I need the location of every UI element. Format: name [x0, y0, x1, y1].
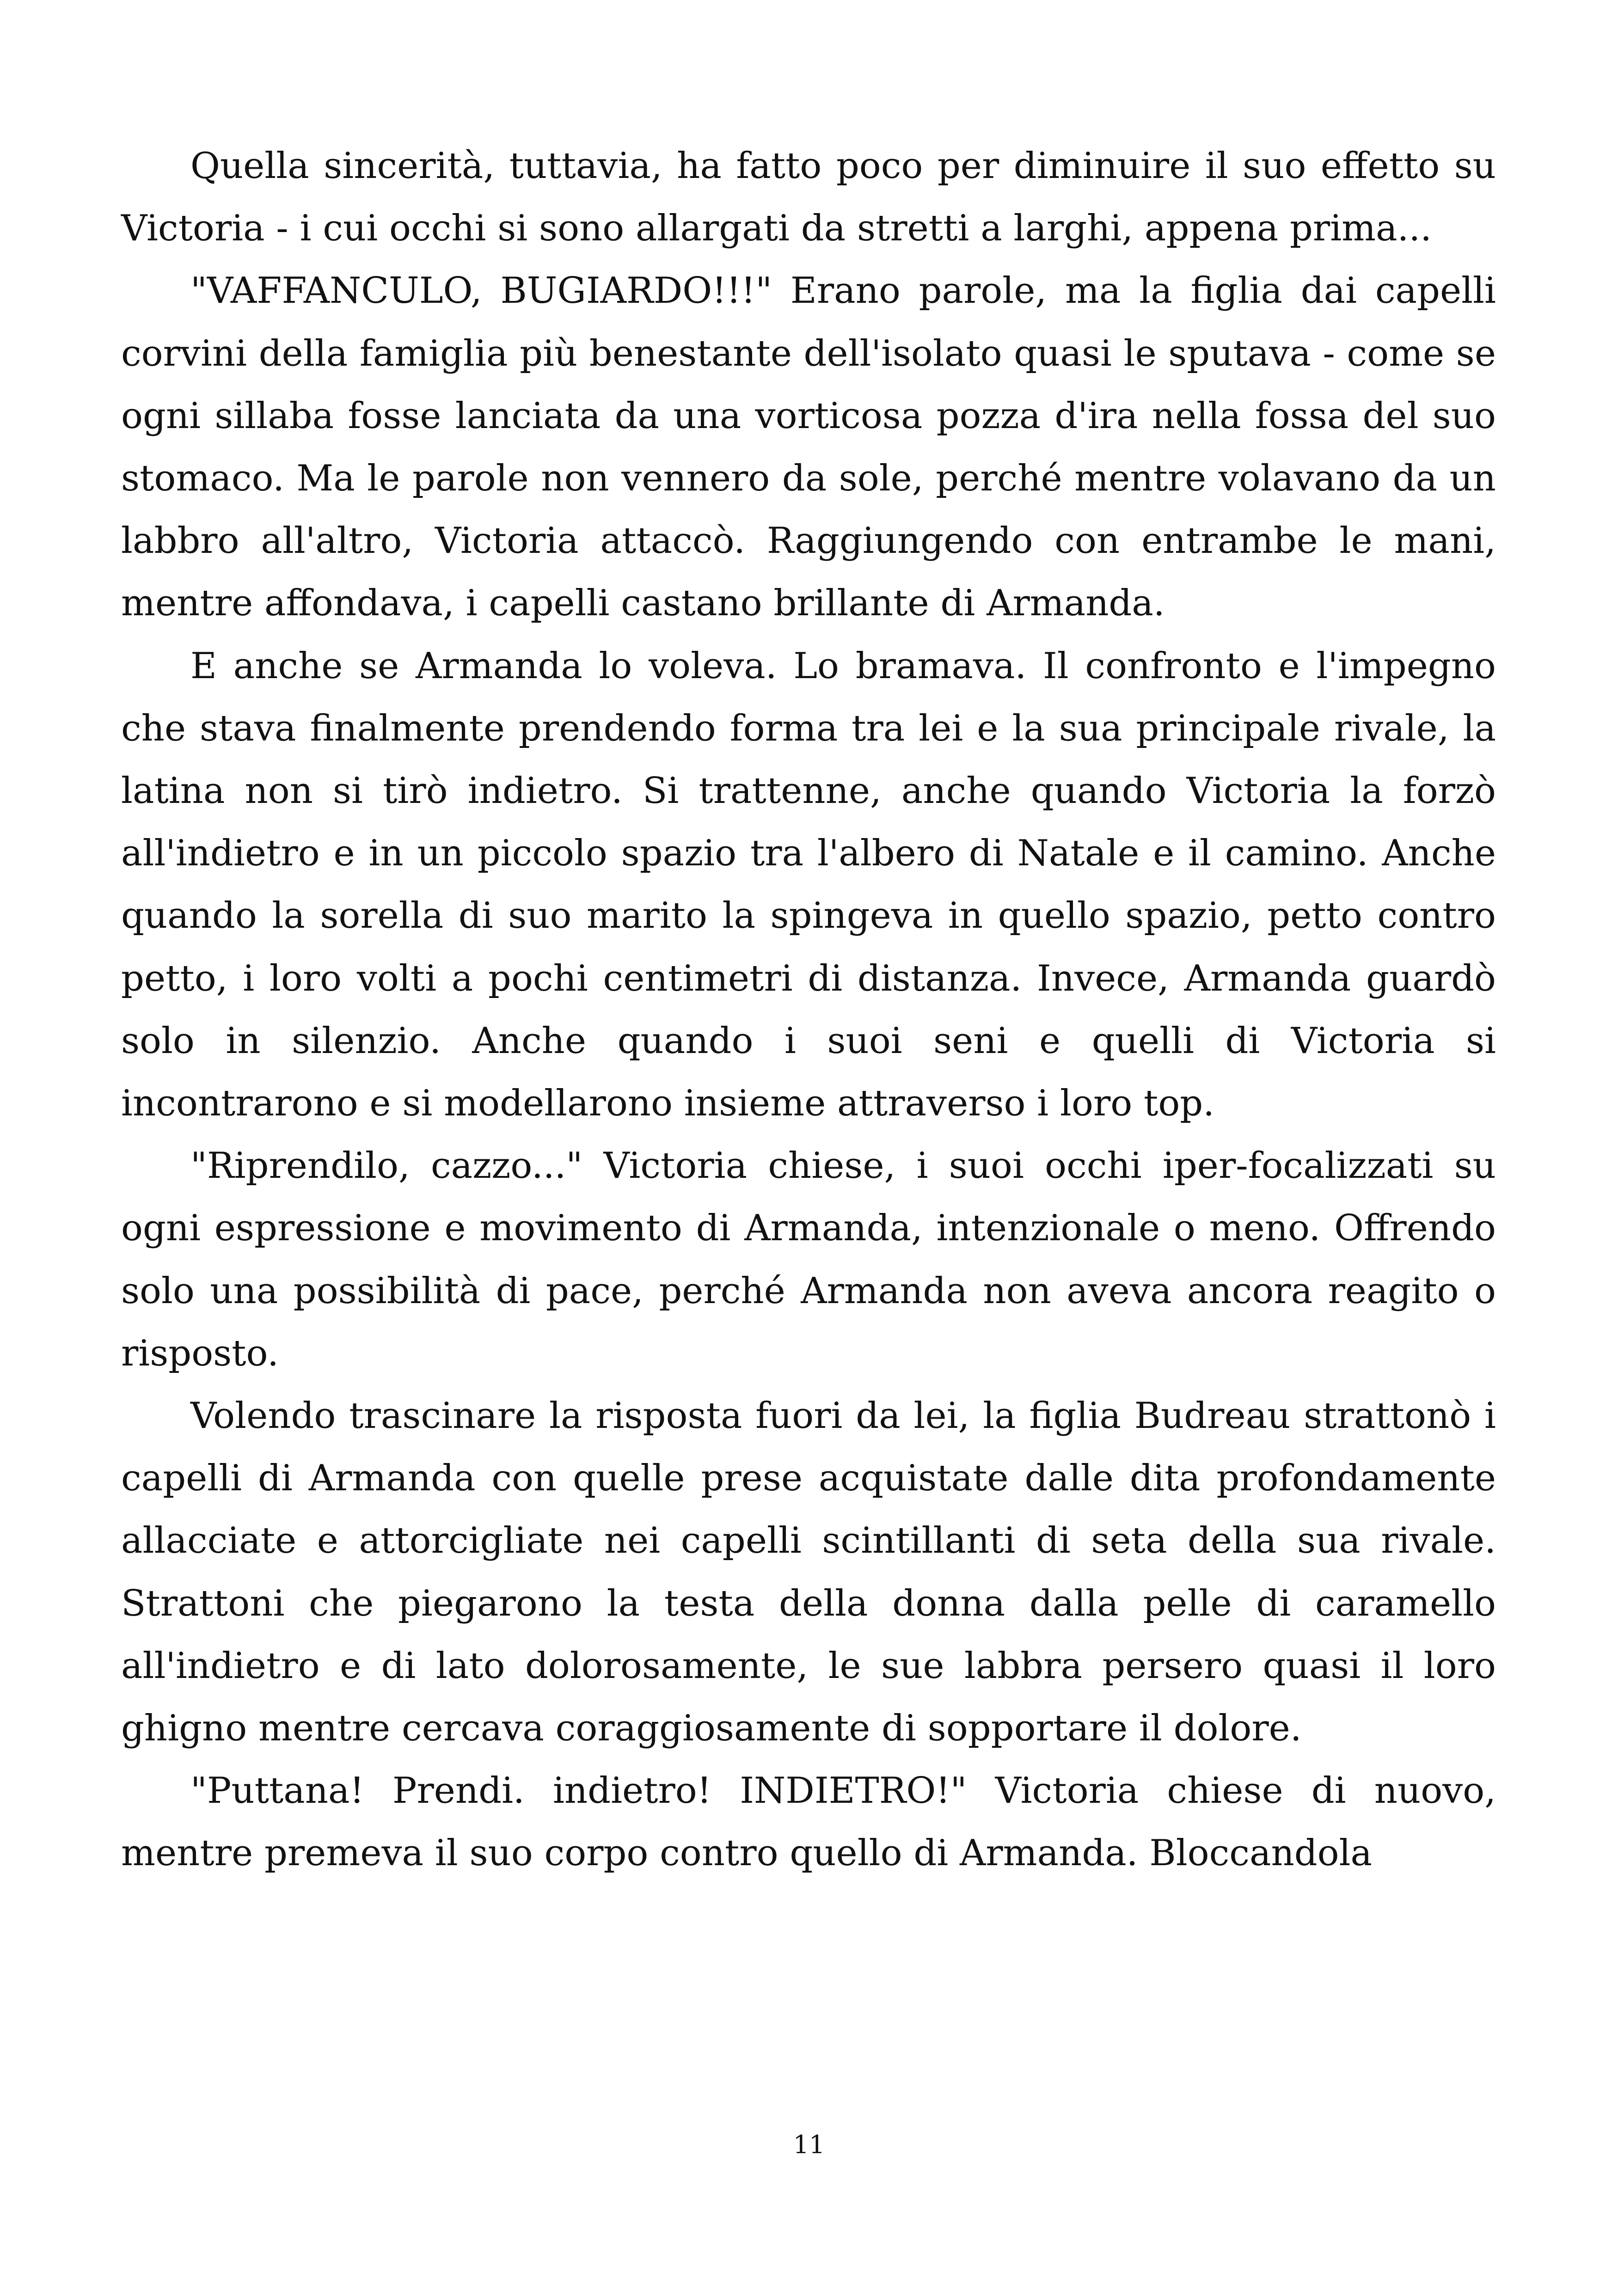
paragraph-5: Volendo trascinare la risposta fuori da lei, la figlia Budreau strattonò i capelli di Armanda con quelle prese acquistate dalle dita profondamente allacciate e attorcigliate nei capelli scintillanti di seta della sua rivale. Strattoni che piegarono la testa della donna dalla pelle di caramello all'indietro e di lato dolorosamente, le sue labbra persero quasi il loro ghigno mentre cercava coraggiosamente di sopportare il dolore. [121, 1395, 1496, 1750]
paragraph-4: "Riprendilo, cazzo..." Victoria chiese, i suoi occhi iper-focalizzati su ogni espressione e movimento di Armanda, intenzionale o meno. Offrendo solo una possibilità di pace, perché Armanda non aveva ancora reagito o risposto. [121, 1145, 1496, 1374]
paragraph-1: Quella sincerità, tuttavia, ha fatto poco per diminuire il suo effetto su Victoria - i cui occhi si sono allargati da stretti a larghi, appena prima... [121, 145, 1496, 250]
page-body [121, 135, 1496, 1885]
page-number: 11 [793, 2130, 825, 2159]
paragraph-6: "Puttana! Prendi. indietro! INDIETRO!" Victoria chiese di nuovo, mentre premeva il suo corpo contro quello di Armanda. Bloccandola [121, 1770, 1496, 1874]
paragraph-2: "VAFFANCULO, BUGIARDO!!!" Erano parole, ma la figlia dai capelli corvini della famiglia più benestante dell'isolato quasi le sputava - come se ogni sillaba fosse lanciata da una vorticosa pozza d'ira nella fossa del suo stomaco. Ma le parole non vennero da sole, perché mentre volavano da un labbro all'altro, Victoria attaccò. Raggiungendo con entrambe le mani, mentre affondava, i capelli castano brillante di Armanda. [121, 270, 1496, 625]
paragraph-3: E anche se Armanda lo voleva. Lo bramava. Il confronto e l'impegno che stava finalmente prendendo forma tra lei e la sua principale rivale, la latina non si tirò indietro. Si trattenne, anche quando Victoria la forzò all'indietro e in un piccolo spazio tra l'albero di Natale e il camino. Anche quando la sorella di suo marito la spingeva in quello spazio, petto contro petto, i loro volti a pochi centimetri di distanza. Invece, Armanda guardò solo in silenzio. Anche quando i suoi seni e quelli di Victoria si incontrarono e si modellarono insieme attraverso i loro top. [121, 645, 1496, 1125]
